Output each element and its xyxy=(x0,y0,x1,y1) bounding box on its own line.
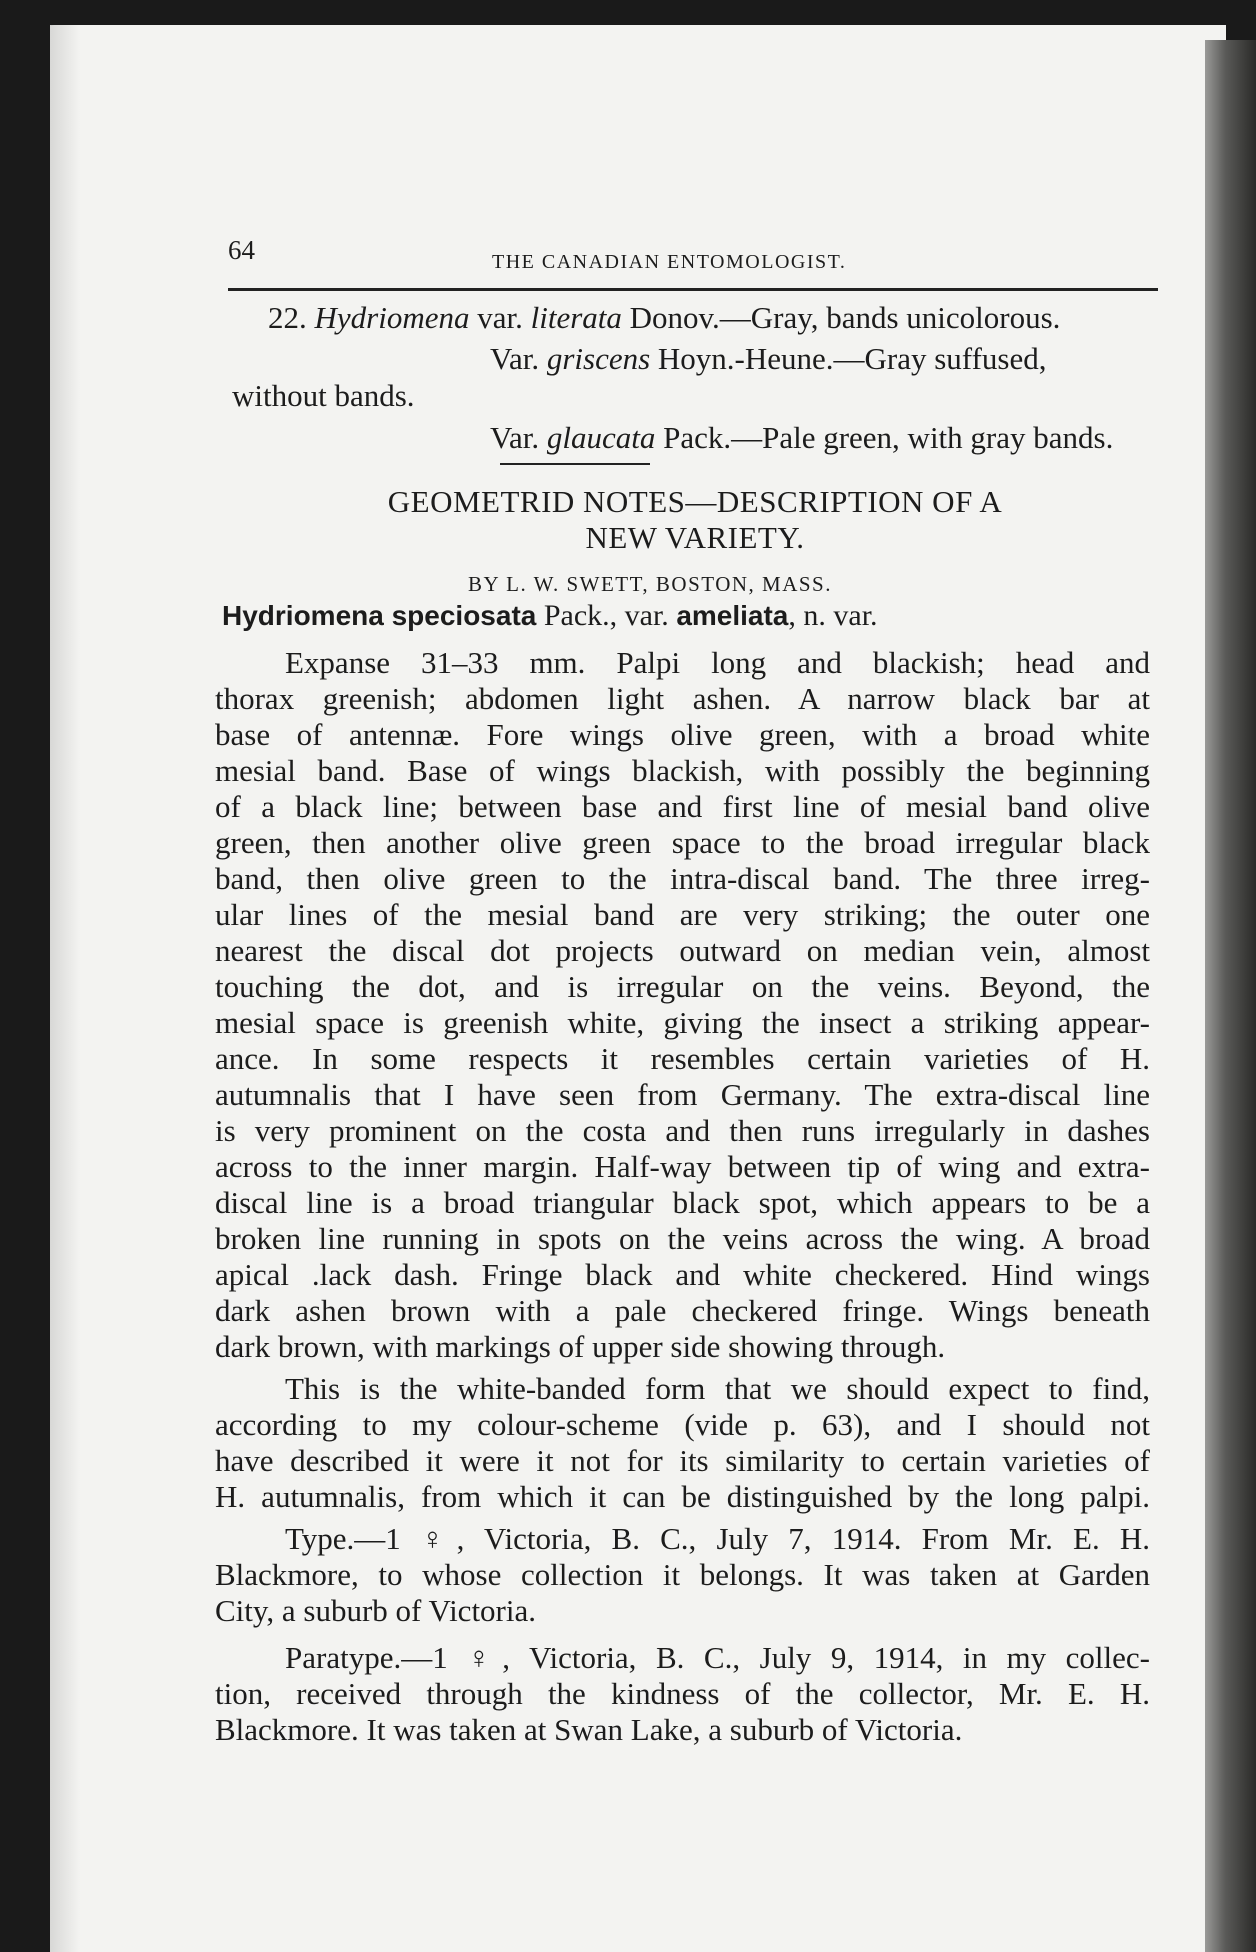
description-line: base of antennæ. Fore wings olive green, with a broad white xyxy=(215,717,1150,752)
description-line: broken line running in spots on the veins across the wing. A broad xyxy=(215,1221,1150,1256)
description-line: mesial space is greenish white, giving the insect a striking appear- xyxy=(215,1005,1150,1040)
comparison-line: This is the white-banded form that we should expect to find, xyxy=(285,1371,1150,1406)
description-line: autumnalis that I have seen from Germany. The extra-discal line xyxy=(215,1077,1150,1112)
section-rule xyxy=(500,463,650,465)
byline: BY L. W. SWETT, BOSTON, MASS. xyxy=(468,572,832,596)
preceding-line-2: Var. griscens Hoyn.-Heune.—Gray suffused, xyxy=(490,341,1047,376)
species-heading: Hydriomena speciosata Pack., var. ameliata, n. var. xyxy=(222,599,878,632)
description-line: apical .lack dash. Fringe black and white checkered. Hind wings xyxy=(215,1257,1150,1292)
comparison-line: according to my colour-scheme (vide p. 63), and I should not xyxy=(215,1407,1150,1442)
description-line: mesial band. Base of wings blackish, with possibly the beginning xyxy=(215,753,1150,788)
type-line: Type.—1 ♀, Victoria, B. C., July 7, 1914. From Mr. E. H. xyxy=(285,1521,1150,1556)
description-line: ance. In some respects it resembles certain varieties of H. xyxy=(215,1041,1150,1076)
description-line: green, then another olive green space to the broad irregular black xyxy=(215,825,1150,860)
description-line: is very prominent on the costa and then runs irregularly in dashes xyxy=(215,1113,1150,1148)
preceding-line-3: without bands. xyxy=(232,378,415,413)
article-title-line-2: NEW VARIETY. xyxy=(585,520,805,555)
comparison-line: H. autumnalis, from which it can be distinguished by the long palpi. xyxy=(215,1479,1150,1514)
description-line: of a black line; between base and first line of mesial band olive xyxy=(215,789,1150,824)
description-line: band, then olive green to the intra-discal band. The three irreg- xyxy=(215,861,1150,896)
description-line: ular lines of the mesial band are very striking; the outer one xyxy=(215,897,1150,932)
description-line: dark ashen brown with a pale checkered fringe. Wings beneath xyxy=(215,1293,1150,1328)
preceding-line-1: 22. Hydriomena var. literata Donov.—Gray, bands unicolorous. xyxy=(268,300,1061,335)
description-line: thorax greenish; abdomen light ashen. A narrow black bar at xyxy=(215,681,1150,716)
description-line: nearest the discal dot projects outward on median vein, almost xyxy=(215,933,1150,968)
spine-shadow xyxy=(50,25,80,1952)
running-head: THE CANADIAN ENTOMOLOGIST. xyxy=(492,251,847,273)
paratype-line: Paratype.—1 ♀, Victoria, B. C., July 9, 1914, in my collec- xyxy=(285,1640,1150,1675)
description-line: dark brown, with markings of upper side showing through. xyxy=(215,1329,946,1364)
type-line: City, a suburb of Victoria. xyxy=(215,1593,537,1628)
preceding-line-4: Var. glaucata Pack.—Pale green, with gray bands. xyxy=(490,420,1114,455)
description-line: touching the dot, and is irregular on the veins. Beyond, the xyxy=(215,969,1150,1004)
type-line: Blackmore, to whose collection it belongs. It was taken at Garden xyxy=(215,1557,1150,1592)
paratype-line: Blackmore. It was taken at Swan Lake, a suburb of Victoria. xyxy=(215,1712,963,1747)
comparison-line: have described it were it not for its similarity to certain varieties of xyxy=(215,1443,1150,1478)
description-line: across to the inner margin. Half-way between tip of wing and extra- xyxy=(215,1149,1150,1184)
paratype-line: tion, received through the kindness of the collector, Mr. E. H. xyxy=(215,1676,1150,1711)
page-number: 64 xyxy=(228,235,255,265)
description-line: discal line is a broad triangular black spot, which appears to be a xyxy=(215,1185,1150,1220)
page-edge xyxy=(1205,40,1256,1952)
header-rule xyxy=(228,288,1158,291)
article-title-line-1: GEOMETRID NOTES—DESCRIPTION OF A xyxy=(387,484,1003,519)
description-line: Expanse 31–33 mm. Palpi long and blackish; head and xyxy=(285,645,1150,680)
